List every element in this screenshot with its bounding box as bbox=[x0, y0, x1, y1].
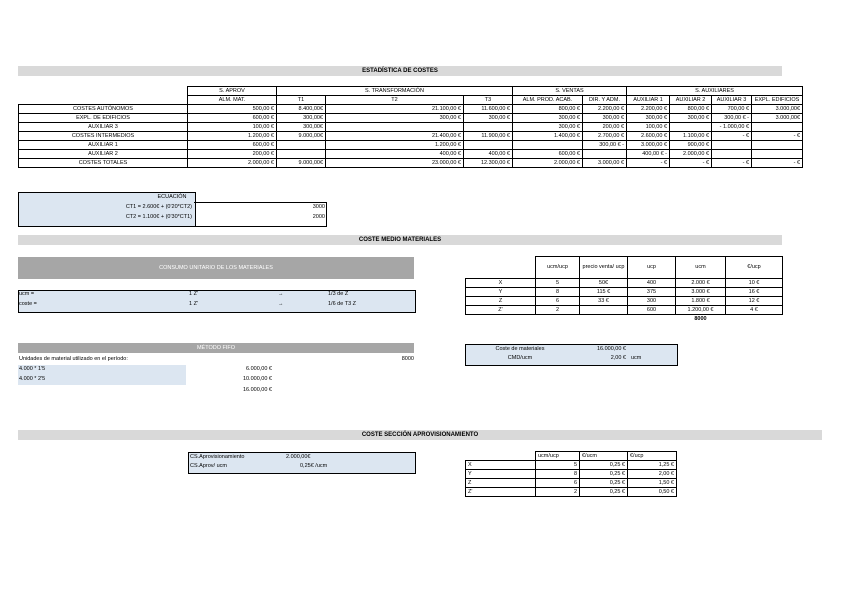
aprov-table-cell: 2,00 € bbox=[628, 470, 677, 479]
aprov-table-row bbox=[466, 461, 677, 470]
materiales-cell: 1.800 € bbox=[676, 297, 726, 306]
costes-cell bbox=[464, 123, 513, 132]
costes-cell: 800,00 € bbox=[670, 105, 712, 114]
materiales-cell: 300 bbox=[628, 297, 676, 306]
costes-row bbox=[19, 141, 803, 150]
consumo-value-ucm: 1 Z' bbox=[189, 291, 198, 297]
costes-cell: 2.200,00 € bbox=[627, 105, 670, 114]
aprov-table-cell: 0,25 € bbox=[580, 470, 628, 479]
costes-cell: - € bbox=[752, 159, 803, 168]
materiales-total: 8000 bbox=[694, 315, 707, 322]
fifo-total: 16.000,00 € bbox=[242, 387, 272, 393]
materiales-cell: 375 bbox=[628, 288, 676, 297]
materiales-header-eur-ucp: €/ucp bbox=[726, 257, 783, 279]
costes-cell: 1.200,00 € bbox=[188, 132, 277, 141]
costes-cell: 600,00 € bbox=[513, 150, 583, 159]
materiales-cell: 5 bbox=[536, 279, 580, 288]
aprov-header-eur-ucm: €/ucm bbox=[580, 452, 628, 461]
costes-row bbox=[19, 159, 803, 168]
costes-cell: 300,00 € - bbox=[712, 114, 752, 123]
group-header-transformacion: S. TRANSFORMACIÓN bbox=[277, 87, 513, 96]
costes-cell: 3.000,00€ bbox=[752, 114, 803, 123]
costes-cell: 300,00 € bbox=[513, 114, 583, 123]
fifo-row-1-label: 4.000 * 1'5 bbox=[19, 366, 46, 372]
costes-cell: 100,00 € bbox=[188, 123, 277, 132]
aprov-table-cell: 6 bbox=[536, 479, 580, 488]
costes-row-label: COSTES AUTÓNOMOS bbox=[19, 105, 188, 114]
costes-cell: - € bbox=[627, 159, 670, 168]
costes-row-label: AUXILIAR 1 bbox=[19, 141, 188, 150]
fifo-units-value: 8000 bbox=[401, 356, 414, 362]
costes-cell bbox=[752, 123, 803, 132]
materiales-cell bbox=[580, 306, 628, 315]
ecuacion-val-2: 2000 bbox=[312, 214, 325, 220]
sub-header-0: ALM. MAT. bbox=[188, 96, 277, 105]
aprov-table-row-label: Z' bbox=[466, 488, 536, 497]
costes-cell: 400,00 € bbox=[326, 150, 464, 159]
costes-row bbox=[19, 105, 803, 114]
costes-cell: 11.900,00 € bbox=[464, 132, 513, 141]
materiales-row bbox=[466, 306, 783, 315]
costes-cell: 200,00 € bbox=[188, 150, 277, 159]
cmd-row-1-value: 16.000,00 € bbox=[596, 346, 626, 352]
materiales-row-label: Y bbox=[466, 288, 536, 297]
aprov-table-cell: 5 bbox=[536, 461, 580, 470]
consumo-arrow-coste: → bbox=[278, 301, 284, 307]
fifo-header: MÉTODO FIFO bbox=[18, 343, 414, 353]
costes-row bbox=[19, 123, 803, 132]
group-header-aprov: S. APROV bbox=[188, 87, 277, 96]
consumo-arrow-ucm: → bbox=[278, 291, 284, 297]
aprov-table-cell: 8 bbox=[536, 470, 580, 479]
ecuacion-eq-2: CT2 = 1.100€ + (0'30*CT1) bbox=[125, 214, 192, 220]
materiales-cell: 1.200,00 € bbox=[676, 306, 726, 315]
costes-cell: - € bbox=[670, 159, 712, 168]
aprov-row-2-label: CS.Aprov/ ucm bbox=[190, 463, 227, 469]
materiales-cell: 10 € bbox=[726, 279, 783, 288]
cmd-row-2-value: 2,00 € bbox=[610, 355, 626, 361]
costes-table bbox=[18, 86, 803, 168]
sub-header-1: T1 bbox=[277, 96, 326, 105]
fifo-row-2-value: 10.000,00 € bbox=[242, 376, 272, 382]
costes-cell: 2.000,00 € bbox=[188, 159, 277, 168]
consumo-result-coste: 1/6 de T3 Z bbox=[328, 301, 357, 307]
costes-cell: 2.000,00 € bbox=[670, 150, 712, 159]
costes-cell: 800,00 € bbox=[513, 105, 583, 114]
sub-header-4: ALM. PROD. ACAB. bbox=[513, 96, 583, 105]
aprov-table bbox=[465, 451, 677, 497]
costes-row-label: COSTES INTERMEDIOS bbox=[19, 132, 188, 141]
costes-cell: 600,00 € bbox=[188, 141, 277, 150]
sub-header-5: DIR. Y ADM. bbox=[583, 96, 627, 105]
section-title-coste-medio: COSTE MEDIO MATERIALES bbox=[18, 235, 782, 245]
materiales-cell: 6 bbox=[536, 297, 580, 306]
costes-cell: 21.400,00 € bbox=[326, 132, 464, 141]
costes-cell: 400,00 € bbox=[464, 150, 513, 159]
costes-cell: 3.000,00 € bbox=[583, 159, 627, 168]
costes-cell: 9.000,00€ bbox=[277, 159, 326, 168]
costes-row-label: COSTES TOTALES bbox=[19, 159, 188, 168]
materiales-row bbox=[466, 297, 783, 306]
aprov-table-cell: 0,25 € bbox=[580, 461, 628, 470]
fifo-units-label: Unidades de material utilizado en el período: bbox=[19, 356, 128, 362]
costes-row-label: AUXILIAR 2 bbox=[19, 150, 188, 159]
materiales-header-ucp: ucp bbox=[628, 257, 676, 279]
costes-group-header-row bbox=[19, 87, 803, 96]
materiales-row bbox=[466, 279, 783, 288]
cmd-row-2-unit: ucm bbox=[631, 355, 642, 361]
costes-cell: 700,00 € bbox=[712, 105, 752, 114]
fifo-row-1-value: 6.000,00 € bbox=[246, 366, 272, 372]
materiales-cell: 50€ bbox=[580, 279, 628, 288]
costes-cell: - € bbox=[712, 159, 752, 168]
sub-header-3: T3 bbox=[464, 96, 513, 105]
consumo-value-coste: 1 Z' bbox=[189, 301, 198, 307]
costes-cell: 2.200,00 € bbox=[583, 105, 627, 114]
costes-cell bbox=[464, 141, 513, 150]
costes-row-label: AUXILIAR 3 bbox=[19, 123, 188, 132]
aprov-row-2-value: 0,25€ /ucm bbox=[300, 463, 328, 469]
cmd-row-2-label: CMD/ucm bbox=[507, 355, 533, 361]
costes-cell: 500,00 € bbox=[188, 105, 277, 114]
consumo-box bbox=[18, 290, 416, 313]
materiales-cell: 33 € bbox=[580, 297, 628, 306]
aprov-header-eur-ucp: €/ucp bbox=[628, 452, 677, 461]
costes-cell: 300,00€ bbox=[277, 114, 326, 123]
costes-cell: 3.000,00 € bbox=[627, 141, 670, 150]
materiales-cell: 115 € bbox=[580, 288, 628, 297]
costes-cell bbox=[752, 150, 803, 159]
costes-cell: 1.200,00 € bbox=[326, 141, 464, 150]
materiales-cell: 400 bbox=[628, 279, 676, 288]
aprov-table-cell: 0,25 € bbox=[580, 488, 628, 497]
materiales-cell: 2.000 € bbox=[676, 279, 726, 288]
costes-cell: 300,00 € bbox=[326, 114, 464, 123]
materiales-cell: 600 bbox=[628, 306, 676, 315]
costes-sub-header-row bbox=[19, 96, 803, 105]
aprov-table-row-label: Z bbox=[466, 479, 536, 488]
costes-cell: 300,00 € - bbox=[583, 141, 627, 150]
materiales-table bbox=[465, 256, 783, 323]
consumo-label-coste: coste = bbox=[19, 301, 37, 307]
costes-row bbox=[19, 132, 803, 141]
materiales-cell: 2 bbox=[536, 306, 580, 315]
section-title-seccion-aprov: COSTE SECCIÓN APROVISIONAMIENTO bbox=[18, 430, 822, 440]
costes-cell: 200,00 € bbox=[583, 123, 627, 132]
materiales-header-row bbox=[466, 257, 783, 279]
cmd-row-1-label: Coste de materiales bbox=[495, 346, 545, 352]
materiales-cell: 16 € bbox=[726, 288, 783, 297]
aprov-table-cell: 1,50 € bbox=[628, 479, 677, 488]
materiales-total-row bbox=[466, 315, 783, 324]
costes-cell: - € bbox=[752, 132, 803, 141]
costes-cell: 2.600,00 € bbox=[627, 132, 670, 141]
costes-row bbox=[19, 150, 803, 159]
aprov-table-row bbox=[466, 488, 677, 497]
costes-cell: - 1.000,00 € bbox=[712, 123, 752, 132]
costes-cell bbox=[712, 141, 752, 150]
sub-header-9: EXPL. EDIFICIOS bbox=[752, 96, 803, 105]
aprov-table-row-label: Y bbox=[466, 470, 536, 479]
costes-cell: 100,00 € bbox=[627, 123, 670, 132]
costes-cell bbox=[752, 141, 803, 150]
section-title-estadistica: ESTADÍSTICA DE COSTES bbox=[18, 66, 782, 76]
materiales-cell: 3.000 € bbox=[676, 288, 726, 297]
costes-cell bbox=[326, 123, 464, 132]
group-header-ventas: S. VENTAS bbox=[513, 87, 627, 96]
costes-cell: 600,00 € bbox=[188, 114, 277, 123]
costes-cell: 9.000,00€ bbox=[277, 132, 326, 141]
ecuacion-eq-1: CT1 = 2.600€ + (0'20*CT2) bbox=[125, 204, 192, 210]
costes-cell: 3.000,00€ bbox=[752, 105, 803, 114]
aprov-row-1-label: CS.Aprovisionamiento bbox=[190, 454, 245, 460]
costes-row-label: EXPL. DE EDIFICIOS bbox=[19, 114, 188, 123]
fifo-row-2-label: 4.000 * 2'5 bbox=[19, 376, 46, 382]
costes-cell bbox=[277, 150, 326, 159]
sub-header-8: AUXILIAR 3 bbox=[712, 96, 752, 105]
aprov-table-cell: 0,25 € bbox=[580, 479, 628, 488]
materiales-header-ucm-ucp: ucm/ucp bbox=[536, 257, 580, 279]
sub-header-2: T2 bbox=[326, 96, 464, 105]
aprov-row-1-value: 2.000,00€ bbox=[286, 454, 311, 460]
ecuacion-title: ECUACIÓN bbox=[157, 194, 187, 200]
costes-cell: 8.400,00€ bbox=[277, 105, 326, 114]
costes-cell: 11.600,00 € bbox=[464, 105, 513, 114]
costes-cell: 300,00 € bbox=[627, 114, 670, 123]
aprov-table-row-label: X bbox=[466, 461, 536, 470]
costes-cell: 300,00 € bbox=[513, 123, 583, 132]
costes-cell: 23.000,00 € bbox=[326, 159, 464, 168]
costes-cell: 300,00€ bbox=[277, 123, 326, 132]
costes-cell bbox=[670, 123, 712, 132]
materiales-cell: 12 € bbox=[726, 297, 783, 306]
aprov-table-header-row bbox=[466, 452, 677, 461]
consumo-result-ucm: 1/3 de Z bbox=[328, 291, 349, 297]
costes-cell bbox=[513, 141, 583, 150]
materiales-header-ucm: ucm bbox=[676, 257, 726, 279]
costes-cell: 2.700,00 € bbox=[583, 132, 627, 141]
materiales-cell: 4 € bbox=[726, 306, 783, 315]
costes-cell bbox=[277, 141, 326, 150]
costes-cell: 900,00 € bbox=[670, 141, 712, 150]
group-header-auxiliares: S. AUXILIARES bbox=[627, 87, 803, 96]
aprov-table-row bbox=[466, 470, 677, 479]
costes-cell: 300,00 € bbox=[583, 114, 627, 123]
costes-cell: - € bbox=[712, 132, 752, 141]
costes-cell: 12.300,00 € bbox=[464, 159, 513, 168]
aprov-table-row bbox=[466, 479, 677, 488]
aprov-table-cell: 0,50 € bbox=[628, 488, 677, 497]
materiales-row bbox=[466, 288, 783, 297]
aprov-header-ucm-ucp: ucm/ucp bbox=[536, 452, 580, 461]
sub-header-7: AUXILIAR 2 bbox=[670, 96, 712, 105]
costes-cell: 300,00 € bbox=[464, 114, 513, 123]
materiales-cell: 8 bbox=[536, 288, 580, 297]
materiales-row-label: Z bbox=[466, 297, 536, 306]
costes-cell bbox=[712, 150, 752, 159]
ecuacion-side-border bbox=[194, 202, 327, 227]
consumo-label-ucm: ucm = bbox=[19, 291, 35, 297]
costes-cell bbox=[583, 150, 627, 159]
aprov-table-cell: 2 bbox=[536, 488, 580, 497]
costes-row bbox=[19, 114, 803, 123]
materiales-row-label: X bbox=[466, 279, 536, 288]
costes-cell: 2.000,00 € bbox=[513, 159, 583, 168]
sub-header-6: AUXILIAR 1 bbox=[627, 96, 670, 105]
materiales-header-precio: precio venta/ ucp bbox=[580, 257, 628, 279]
costes-cell: 1.100,00 € bbox=[670, 132, 712, 141]
costes-cell: 400,00 € - bbox=[627, 150, 670, 159]
costes-cell: 1.400,00 € bbox=[513, 132, 583, 141]
materiales-row-label: Z' bbox=[466, 306, 536, 315]
costes-cell: 21.100,00 € bbox=[326, 105, 464, 114]
ecuacion-val-1: 3000 bbox=[312, 204, 325, 210]
costes-cell: 300,00 € bbox=[670, 114, 712, 123]
consumo-header: CONSUMO UNITARIO DE LOS MATERIALES bbox=[18, 257, 414, 279]
aprov-table-cell: 1,25 € bbox=[628, 461, 677, 470]
